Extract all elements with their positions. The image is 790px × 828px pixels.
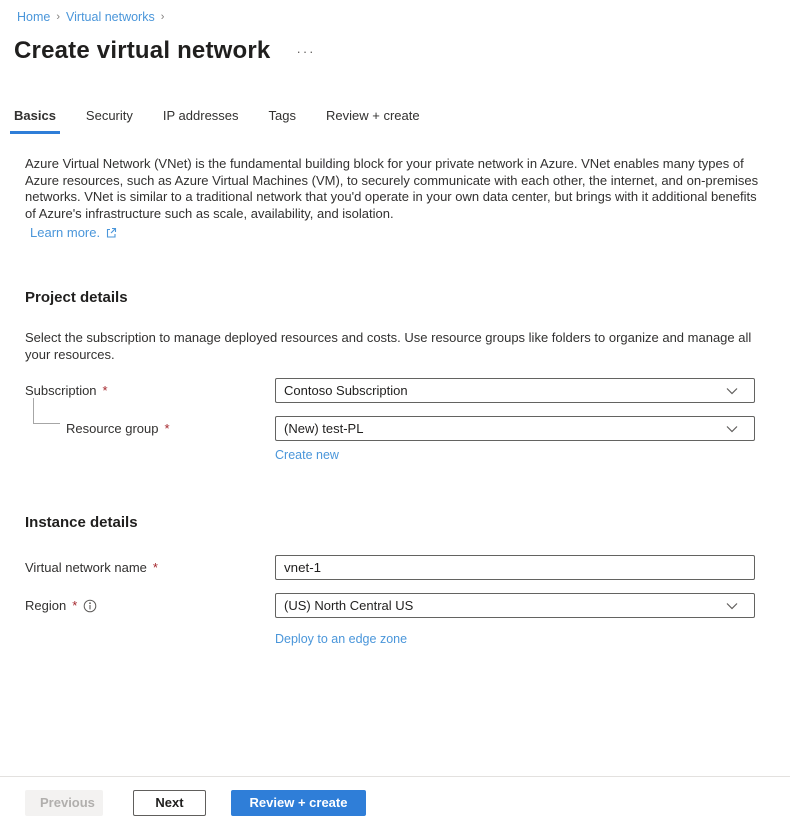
info-icon[interactable] xyxy=(83,599,97,613)
breadcrumb-link-virtual-networks[interactable]: Virtual networks xyxy=(66,10,155,24)
chevron-down-icon xyxy=(726,602,738,610)
chevron-down-icon xyxy=(726,387,738,395)
next-button[interactable]: Next xyxy=(133,790,206,816)
footer-bar xyxy=(0,776,790,828)
deploy-edge-zone-link[interactable]: Deploy to an edge zone xyxy=(275,632,408,646)
resource-group-value: (New) test-PL xyxy=(284,421,364,436)
subscription-dropdown[interactable] xyxy=(275,378,755,403)
tab-bar xyxy=(10,108,790,134)
tab-security[interactable]: Security xyxy=(85,108,133,123)
learn-more-row xyxy=(30,225,790,240)
region-row xyxy=(25,593,790,618)
subscription-label xyxy=(25,383,275,399)
instance-details-heading: Instance details xyxy=(25,514,138,531)
subscription-row xyxy=(25,378,790,403)
breadcrumb-link-home[interactable]: Home xyxy=(17,10,51,24)
resource-group-label xyxy=(25,421,275,437)
resource-group-row xyxy=(25,416,790,441)
review-create-button[interactable]: Review + create xyxy=(231,790,366,816)
virtual-network-name-row xyxy=(25,555,790,580)
project-details-heading: Project details xyxy=(25,289,128,306)
virtual-network-name-input[interactable] xyxy=(275,555,755,580)
breadcrumb-separator-icon: › xyxy=(56,11,61,23)
instance-details-form xyxy=(0,555,790,646)
create-new-row xyxy=(275,447,790,462)
project-details-description: Select the subscription to manage deployed resources and costs. Use resource groups like folders to organize and manage all your resources. xyxy=(25,330,752,362)
breadcrumb xyxy=(0,0,790,24)
required-marker: * xyxy=(102,382,108,398)
required-marker: * xyxy=(72,597,78,613)
chevron-down-icon xyxy=(726,425,738,433)
previous-button[interactable]: Previous xyxy=(25,790,103,816)
required-marker: * xyxy=(164,420,170,436)
resource-group-label-text: Resource group xyxy=(66,420,159,436)
edge-zone-row xyxy=(275,631,790,646)
breadcrumb-separator-icon: › xyxy=(160,11,165,23)
external-link-icon[interactable] xyxy=(105,227,117,239)
tab-ip-addresses[interactable]: IP addresses xyxy=(162,108,239,123)
subscription-value: Contoso Subscription xyxy=(284,383,408,398)
tab-tags[interactable]: Tags xyxy=(268,108,296,123)
create-new-link[interactable]: Create new xyxy=(275,448,339,462)
project-details-form xyxy=(0,378,790,462)
required-marker: * xyxy=(152,559,158,575)
region-label xyxy=(25,598,275,614)
virtual-network-name-label xyxy=(25,560,275,576)
title-row xyxy=(14,37,790,65)
subscription-label-text: Subscription xyxy=(25,382,97,398)
more-options-icon[interactable]: ··· xyxy=(296,43,316,59)
region-label-text: Region xyxy=(25,597,67,613)
intro-text: Azure Virtual Network (VNet) is the fundamental building block for your private network in Azure. VNet enables many types of Azure resources, such as Azure Virtual Machines (VM), to securely communicate with each other, the internet, and on-premises networks. VNet is similar to a traditional network that you'd operate in your own data center, but brings with it additional benefits of Azure's infrastructure such as scale, availability, and isolation. xyxy=(25,156,759,221)
tab-basics[interactable]: Basics xyxy=(10,108,60,134)
virtual-network-name-label-text: Virtual network name xyxy=(25,559,147,575)
page-title: Create virtual network xyxy=(14,37,271,64)
region-dropdown[interactable] xyxy=(275,593,755,618)
nesting-connector-line xyxy=(33,398,60,424)
tab-review-create[interactable]: Review + create xyxy=(326,108,420,123)
region-value: (US) North Central US xyxy=(284,598,414,613)
learn-more-link[interactable]: Learn more. xyxy=(30,225,101,240)
resource-group-dropdown[interactable] xyxy=(275,416,755,441)
